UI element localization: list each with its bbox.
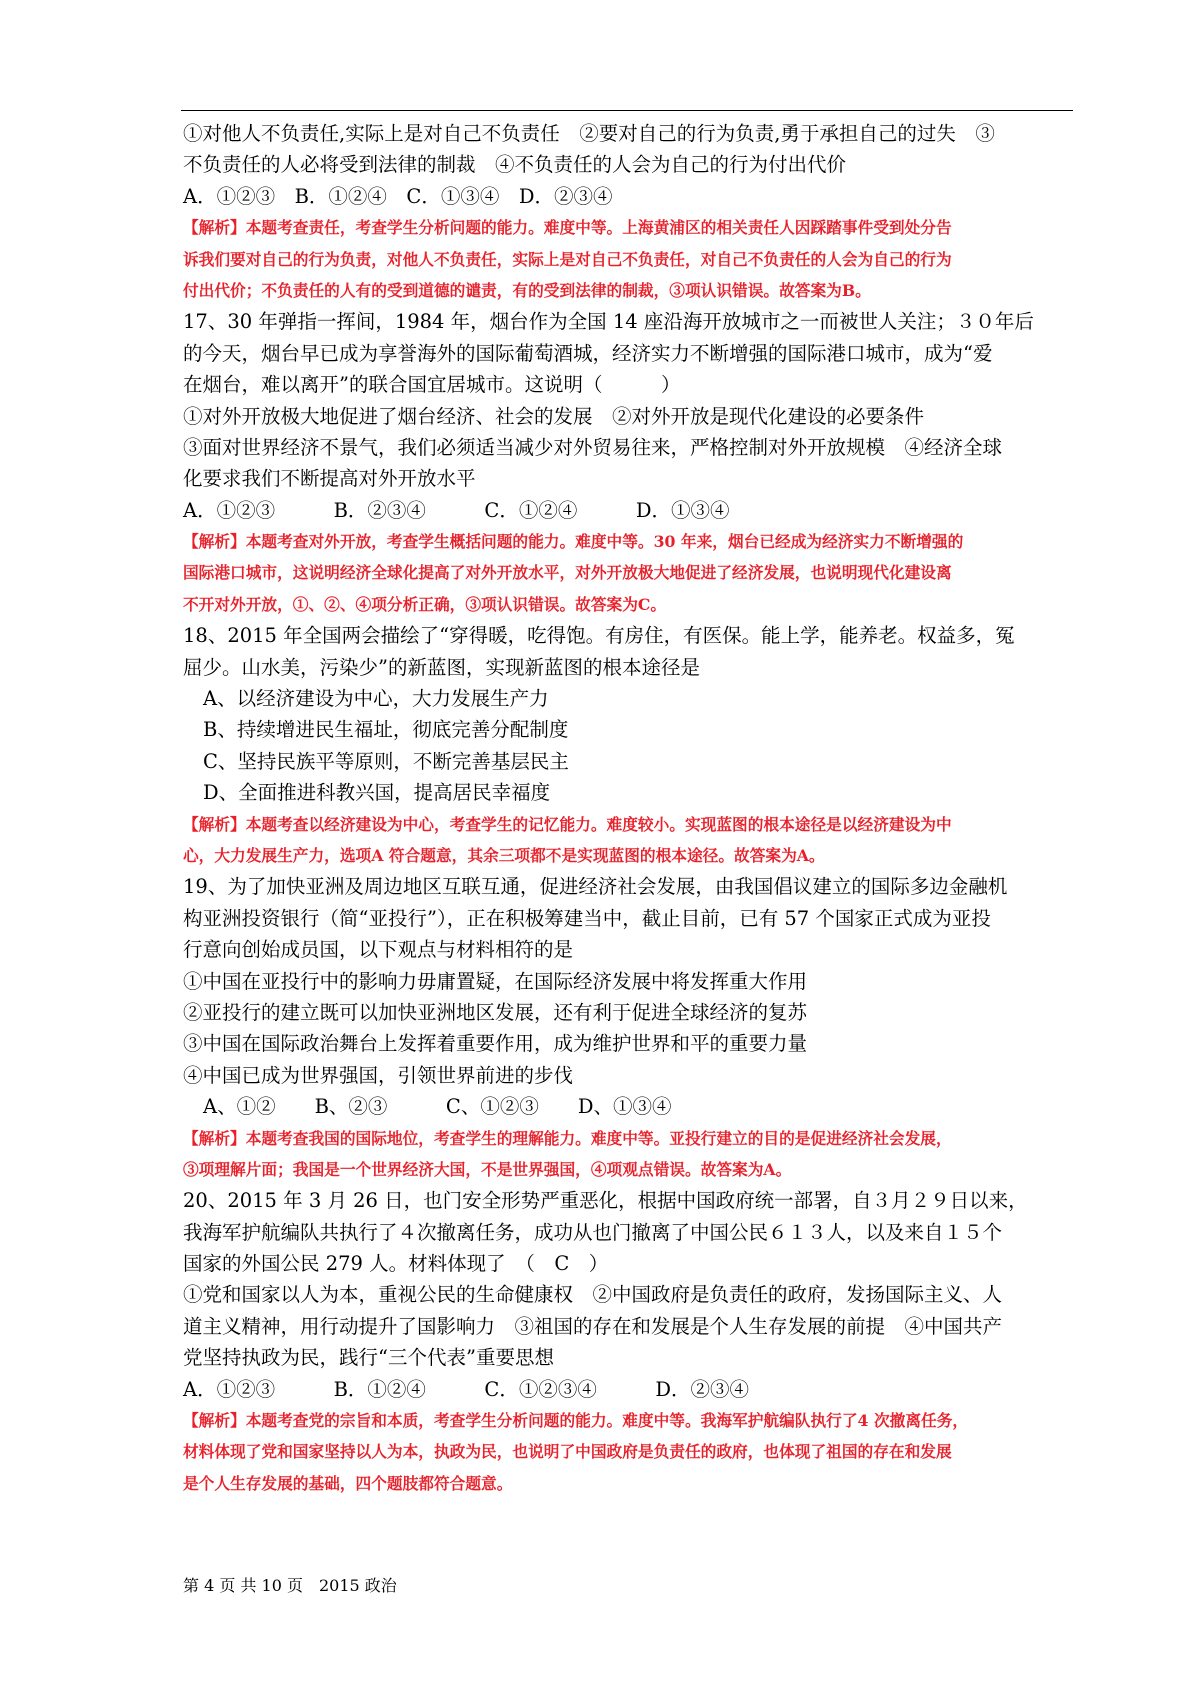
- question-line: ③中国在国际政治舞台上发挥着重要作用，成为维护世界和平的重要力量: [183, 1032, 808, 1056]
- analysis-line: 【解析】本题考查责任，考查学生分析问题的能力。难度中等。上海黄浦区的相关责任人因踩踏事件受到处分告: [183, 218, 952, 238]
- analysis-line: 国际港口城市，这说明经济全球化提高了对外开放水平，对外开放极大地促进了经济发展，也说明现代化建设离: [183, 563, 952, 583]
- page-footer: 第 4 页 共 10 页 2015 政治: [183, 1576, 397, 1595]
- analysis-line: ③项理解片面；我国是一个世界经济大国，不是世界强国，④项观点错误。故答案为A。: [183, 1159, 792, 1179]
- question-line: 17、30 年弹指一挥间，1984 年，烟台作为全国 14 座沿海开放城市之一而被世人关注；３０年后: [183, 310, 1034, 334]
- question-line: ③面对世界经济不景气，我们必须适当减少对外贸易往来，严格控制对外开放规模 ④经济全球: [183, 435, 1003, 459]
- option-line: A、①② B、②③ C、①②③ D、①③④: [203, 1095, 672, 1119]
- question-line: 我海军护航编队共执行了４次撤离任务，成功从也门撤离了中国公民６１３人，以及来自１５个: [183, 1220, 1003, 1244]
- document-body: [183, 118, 1078, 1499]
- question-line: ①对外开放极大地促进了烟台经济、社会的发展 ②对外开放是现代化建设的必要条件: [183, 404, 925, 428]
- question-line: 的今天，烟台早已成为享誉海外的国际葡萄酒城，经济实力不断增强的国际港口城市，成为“爱: [183, 341, 993, 365]
- question-line: 国家的外国公民 279 人。材料体现了 （ C ）: [183, 1252, 609, 1276]
- question-line: ①对他人不负责任,实际上是对自己不负责任 ②要对自己的行为负责,勇于承担自己的过失 ③: [183, 122, 995, 145]
- question-line: ②亚投行的建立既可以加快亚洲地区发展，还有利于促进全球经济的复苏: [183, 1000, 808, 1024]
- question-line: ①中国在亚投行中的影响力毋庸置疑，在国际经济发展中将发挥重大作用: [183, 969, 808, 993]
- question-line: 道主义精神，用行动提升了国影响力 ③祖国的存在和发展是个人生存发展的前提 ④中国共产: [183, 1314, 1003, 1338]
- question-line: 党坚持执政为民，践行“三个代表”重要思想: [183, 1346, 554, 1370]
- question-line: A．①②③ B．②③④ C．①②④ D．①③④: [183, 498, 730, 522]
- option-line: A、以经济建设为中心，大力发展生产力: [203, 687, 549, 711]
- option-line: B、持续增进民生福址，彻底完善分配制度: [203, 718, 569, 742]
- analysis-line: 不开对外开放，①、②、④项分析正确，③项认识错误。故答案为C。: [183, 594, 667, 614]
- analysis-line: 【解析】本题考查对外开放，考查学生概括问题的能力。难度中等。30 年来，烟台已经成为经济实力不断增强的: [183, 532, 964, 552]
- analysis-line: 是个人生存发展的基础，四个题肢都符合题意。: [183, 1473, 513, 1493]
- analysis-line: 付出代价；不负责任的人有的受到道德的谴责，有的受到法律的制裁，③项认识错误。故答案为B。: [183, 280, 871, 300]
- analysis-line: 【解析】本题考查党的宗旨和本质，考查学生分析问题的能力。难度中等。我海军护航编队执行了4 次撤离任务，: [183, 1411, 969, 1431]
- question-line: A．①②③ B．①②④ C．①②③④ D．②③④: [183, 1377, 749, 1401]
- question-line: ①党和国家以人为本，重视公民的生命健康权 ②中国政府是负责任的政府，发扬国际主义、人: [183, 1283, 1003, 1307]
- question-line: 在烟台，难以离开”的联合国宜居城市。这说明（ ）: [183, 373, 681, 397]
- question-line: 不负责任的人必将受到法律的制裁 ④不负责任的人会为自己的行为付出代价: [183, 153, 847, 177]
- question-line: 化要求我们不断提高对外开放水平: [183, 467, 476, 491]
- question-line: ④中国已成为世界强国，引领世界前进的步伐: [183, 1063, 574, 1087]
- analysis-line: 【解析】本题考查以经济建设为中心，考查学生的记忆能力。难度较小。实现蓝图的根本途径是以经济建设为中: [183, 814, 952, 834]
- header-rule: [181, 110, 1073, 111]
- question-line: 19、为了加快亚洲及周边地区互联互通，促进经济社会发展，由我国倡议建立的国际多边金融机: [183, 875, 1008, 899]
- question-line: 18、2015 年全国两会描绘了“穿得暖，吃得饱。有房住，有医保。能上学，能养老。权益多，冤: [183, 624, 1015, 648]
- analysis-line: 【解析】本题考查我国的国际地位，考查学生的理解能力。难度中等。亚投行建立的目的是促进经济社会发展，: [183, 1128, 952, 1148]
- question-line: 行意向创始成员国，以下观点与材料相符的是: [183, 938, 574, 962]
- analysis-line: 诉我们要对自己的行为负责，对他人不负责任，实际上是对自己不负责任，对自己不负责任的人会为自己的行为: [183, 249, 952, 269]
- question-line: 构亚洲投资银行（简“亚投行”），正在积极筹建当中，截止目前，已有 57 个国家正式成为亚投: [183, 906, 991, 930]
- question-line: 20、2015 年 3 月 26 日，也门安全形势严重恶化，根据中国政府统一部署，自３月２９日以来，: [183, 1189, 1028, 1213]
- question-line: 屈少。山水美，污染少”的新蓝图，实现新蓝图的根本途径是: [183, 655, 700, 679]
- analysis-line: 心，大力发展生产力，选项A 符合题意，其余三项都不是实现蓝图的根本途径。故答案为A。: [183, 845, 825, 865]
- option-line: D、全面推进科教兴国，提高居民幸福度: [203, 781, 551, 805]
- question-line: A．①②③ B．①②④ C．①③④ D．②③④: [183, 184, 613, 208]
- analysis-line: 材料体现了党和国家坚持以人为本，执政为民，也说明了中国政府是负责任的政府，也体现了祖国的存在和发展: [183, 1442, 952, 1462]
- option-line: C、坚持民族平等原则，不断完善基层民主: [203, 749, 569, 773]
